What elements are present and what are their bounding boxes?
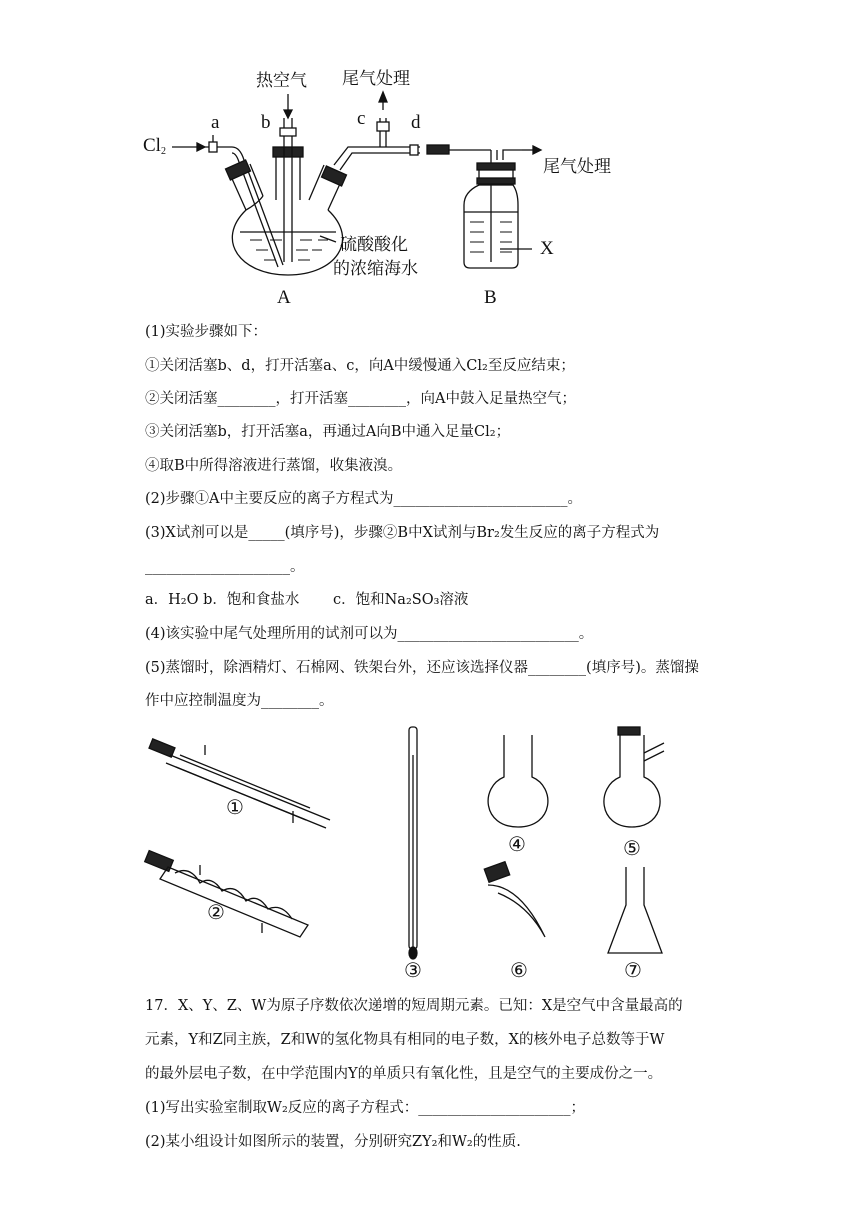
bulb-condenser [145,851,308,937]
seawater-label-1: 硫酸酸化 [340,235,408,255]
question-5-line1: (5)蒸馏时，除酒精灯、石棉网、铁架台外，还应该选择仪器________(填序号)。蒸馏操 [145,660,699,676]
q17-line1: 17．X、Y、Z、W为原子序数依次递增的短周期元素。已知：X是空气中含量最高的 [145,998,683,1014]
label-4: ④ [508,832,526,856]
adapter [484,862,545,937]
q17-subquestion-1: (1)写出实验室制取W₂反应的离子方程式：_____________________； [145,1100,586,1116]
round-bottom-flask [488,735,548,827]
q17-line3: 的最外层电子数，在中学范围内Y的单质只有氧化性，且是空气的主要成份之一。 [145,1066,663,1082]
exhaust-right-label: 尾气处理 [543,157,611,177]
exhaust-top-label: 尾气处理 [342,69,410,89]
distilling-flask [604,727,664,827]
label-7: ⑦ [624,958,642,982]
thermometer [409,727,417,959]
question-2: (2)步骤①A中主要反应的离子方程式为________________________。 [145,491,583,507]
caption-b: B [484,287,497,308]
glassware-figure [0,715,860,985]
caption-a: A [277,287,291,308]
question-3-line2: ____________________。 [145,559,305,575]
question-4: (4)该实验中尾气处理所用的试剂可以为_________________________。 [145,626,594,642]
valve-a-label: a [211,112,220,133]
label-2: ② [207,900,225,924]
step-2: ②关闭活塞________，打开活塞________，向A中鼓入足量热空气； [145,391,576,407]
question-3-line1: (3)X试剂可以是_____(填序号)，步骤②B中X试剂与Br₂发生反应的离子方程式为 [145,525,660,541]
q17-line2: 元素，Y和Z同主族，Z和W的氢化物具有相同的电子数，X的核外电子总数等于W [145,1032,665,1048]
answer-options: a．H₂O b．饱和食盐水 c．饱和Na₂SO₃溶液 [145,592,469,608]
step-1: ①关闭活塞b、d，打开活塞a、c，向A中缓慢通入Cl₂至反应结束； [145,358,575,374]
q17-subquestion-2: (2)某小组设计如图所示的装置，分别研究ZY₂和W₂的性质. [145,1134,521,1150]
seawater-label-2: 的浓缩海水 [333,259,418,279]
hot-air-label: 热空气 [256,71,307,91]
valve-d-label: d [411,112,421,133]
valve-b-label: b [261,112,271,133]
label-6: ⑥ [510,958,528,982]
question-1-intro: (1)实验步骤如下： [145,324,268,340]
cl2-label: $Cl_2$ [143,135,166,157]
step-3: ③关闭活塞b，打开活塞a，再通过A向B中通入足量Cl₂； [145,424,511,440]
reagent-x-label: X [540,238,554,259]
apparatus-diagram-ab [0,0,860,320]
label-5: ⑤ [623,836,641,860]
conical-flask [608,867,662,953]
label-3: ③ [404,958,422,982]
step-4: ④取B中所得溶液进行蒸馏，收集液溴。 [145,458,403,474]
question-5-line2: 作中应控制温度为________。 [145,693,334,709]
label-1: ① [226,795,244,819]
valve-c-label: c [357,108,366,129]
